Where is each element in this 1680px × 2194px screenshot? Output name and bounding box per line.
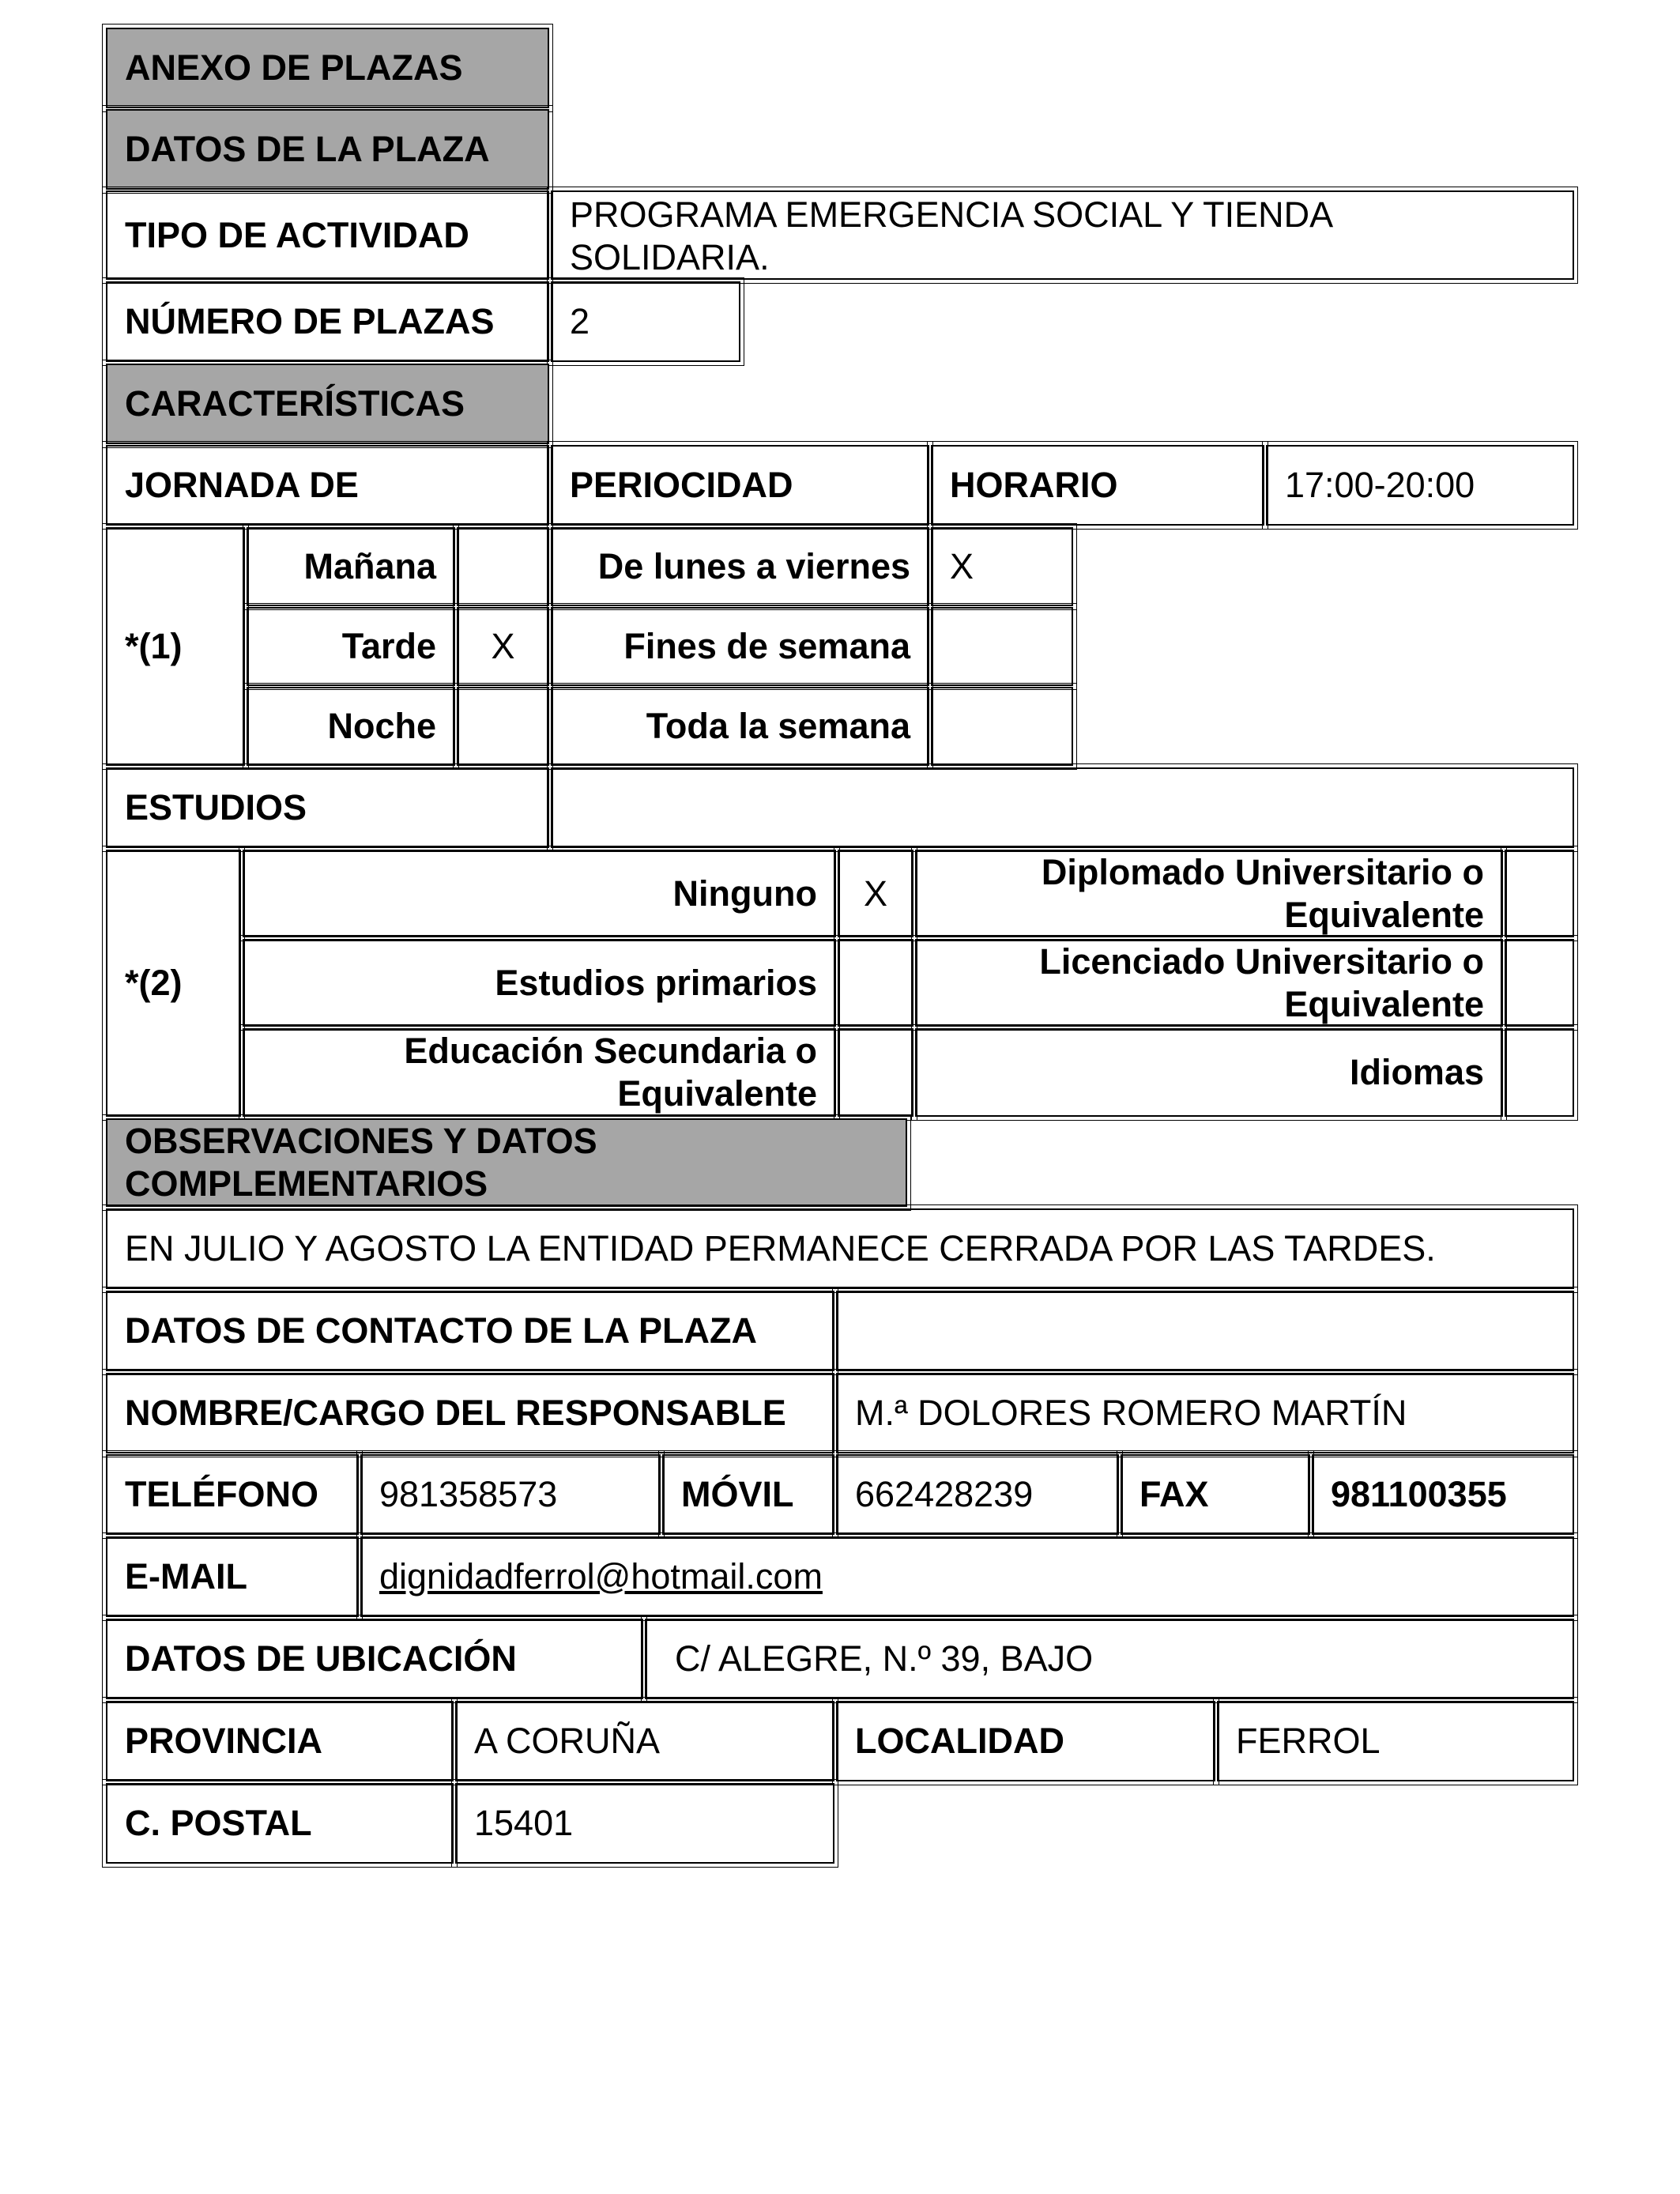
horario-value: 17:00-20:00 xyxy=(1266,445,1574,526)
jornada-noche-checkbox[interactable] xyxy=(457,687,549,766)
estudios-licenciado-label xyxy=(915,939,1503,1027)
numero-plazas-label: NÚMERO DE PLAZAS xyxy=(106,281,549,362)
estudios-secundaria-checkbox[interactable] xyxy=(838,1028,913,1117)
jornada-tarde-label: Tarde xyxy=(247,607,455,686)
tipo-actividad-line2: SOLIDARIA. xyxy=(570,237,770,277)
periodo-fines-semana-checkbox[interactable] xyxy=(931,607,1073,686)
observaciones-text: EN JULIO Y AGOSTO LA ENTIDAD PERMANECE CERRADA POR LAS TARDES. xyxy=(106,1208,1574,1289)
periodo-toda-semana-checkbox[interactable] xyxy=(931,687,1073,766)
tipo-actividad-label: TIPO DE ACTIVIDAD xyxy=(106,190,549,280)
periodo-fines-semana-label: Fines de semana xyxy=(551,607,929,686)
estudios-idiomas-label xyxy=(915,1028,1503,1117)
movil-label: MÓVIL xyxy=(662,1454,834,1535)
estudios-empty xyxy=(551,767,1574,848)
fax-label: FAX xyxy=(1121,1454,1310,1535)
note-2: *(2) xyxy=(106,850,241,1117)
estudios-diplomado-label xyxy=(915,850,1503,937)
estudios-primarios-text: Estudios primarios xyxy=(495,962,817,1003)
jornada-manana-label: Mañana xyxy=(247,527,455,606)
localidad-label: LOCALIDAD xyxy=(836,1701,1215,1781)
tipo-actividad-value xyxy=(551,190,1574,280)
email-label: E-MAIL xyxy=(106,1536,359,1617)
annex-title: ANEXO DE PLAZAS xyxy=(106,28,549,108)
responsable-label: NOMBRE/CARGO DEL RESPONSABLE xyxy=(106,1373,834,1453)
estudios-diplomado-checkbox[interactable] xyxy=(1505,850,1574,937)
estudios-diplomado-line1: Diplomado Universitario o xyxy=(1041,852,1484,892)
estudios-secundaria-line1: Educación Secundaria o xyxy=(404,1031,817,1071)
provincia-value: A CORUÑA xyxy=(455,1701,834,1781)
responsable-value: M.ª DOLORES ROMERO MARTÍN xyxy=(836,1373,1574,1453)
estudios-secundaria-line2: Equivalente xyxy=(617,1073,817,1114)
periodo-toda-semana-label: Toda la semana xyxy=(551,687,929,766)
telefono-label: TELÉFONO xyxy=(106,1454,359,1535)
estudios-ninguno-text: Ninguno xyxy=(672,873,817,914)
caracteristicas-title: CARACTERÍSTICAS xyxy=(106,364,549,444)
observaciones-title-line1: OBSERVACIONES Y DATOS xyxy=(125,1121,597,1161)
horario-label: HORARIO xyxy=(931,445,1264,526)
jornada-tarde-checkbox[interactable]: X xyxy=(457,607,549,686)
observaciones-title xyxy=(106,1118,907,1207)
ubicacion-title: DATOS DE UBICACIÓN xyxy=(106,1619,643,1699)
tipo-actividad-line1: PROGRAMA EMERGENCIA SOCIAL Y TIENDA xyxy=(570,194,1334,235)
email-link[interactable]: dignidadferrol@hotmail.com xyxy=(379,1556,823,1596)
jornada-label: JORNADA DE xyxy=(106,445,549,526)
cp-label: C. POSTAL xyxy=(106,1783,454,1864)
contacto-title: DATOS DE CONTACTO DE LA PLAZA xyxy=(106,1291,834,1371)
fax-value: 981100355 xyxy=(1312,1454,1574,1535)
direccion-value: C/ ALEGRE, N.º 39, BAJO xyxy=(645,1619,1574,1699)
estudios-licenciado-checkbox[interactable] xyxy=(1505,939,1574,1027)
numero-plazas-value: 2 xyxy=(551,281,740,362)
estudios-licenciado-line2: Equivalente xyxy=(1284,984,1484,1024)
cp-value: 15401 xyxy=(455,1783,834,1864)
estudios-ninguno-checkbox[interactable]: X xyxy=(838,850,913,937)
estudios-licenciado-line1: Licenciado Universitario o xyxy=(1039,941,1484,982)
note-1: *(1) xyxy=(106,527,245,766)
estudios-idiomas-text: Idiomas xyxy=(1349,1052,1484,1092)
periodo-lunes-viernes-label: De lunes a viernes xyxy=(551,527,929,606)
estudios-primarios-checkbox[interactable] xyxy=(838,939,913,1027)
estudios-title: ESTUDIOS xyxy=(106,767,549,848)
movil-value: 662428239 xyxy=(836,1454,1119,1535)
periodo-lunes-viernes-checkbox[interactable]: X xyxy=(931,527,1073,606)
provincia-label: PROVINCIA xyxy=(106,1701,454,1781)
telefono-value: 981358573 xyxy=(360,1454,661,1535)
estudios-ninguno-label xyxy=(243,850,836,937)
observaciones-title-line2: COMPLEMENTARIOS xyxy=(125,1163,488,1204)
estudios-idiomas-checkbox[interactable] xyxy=(1505,1028,1574,1117)
email-cell xyxy=(360,1536,1574,1617)
contacto-empty xyxy=(836,1291,1574,1371)
periocidad-label: PERIOCIDAD xyxy=(551,445,929,526)
jornada-manana-checkbox[interactable] xyxy=(457,527,549,606)
section-datos-plaza: DATOS DE LA PLAZA xyxy=(106,109,549,190)
estudios-secundaria-label xyxy=(243,1028,836,1117)
estudios-primarios-label xyxy=(243,939,836,1027)
estudios-diplomado-line2: Equivalente xyxy=(1284,895,1484,935)
localidad-value: FERROL xyxy=(1217,1701,1574,1781)
jornada-noche-label: Noche xyxy=(247,687,455,766)
